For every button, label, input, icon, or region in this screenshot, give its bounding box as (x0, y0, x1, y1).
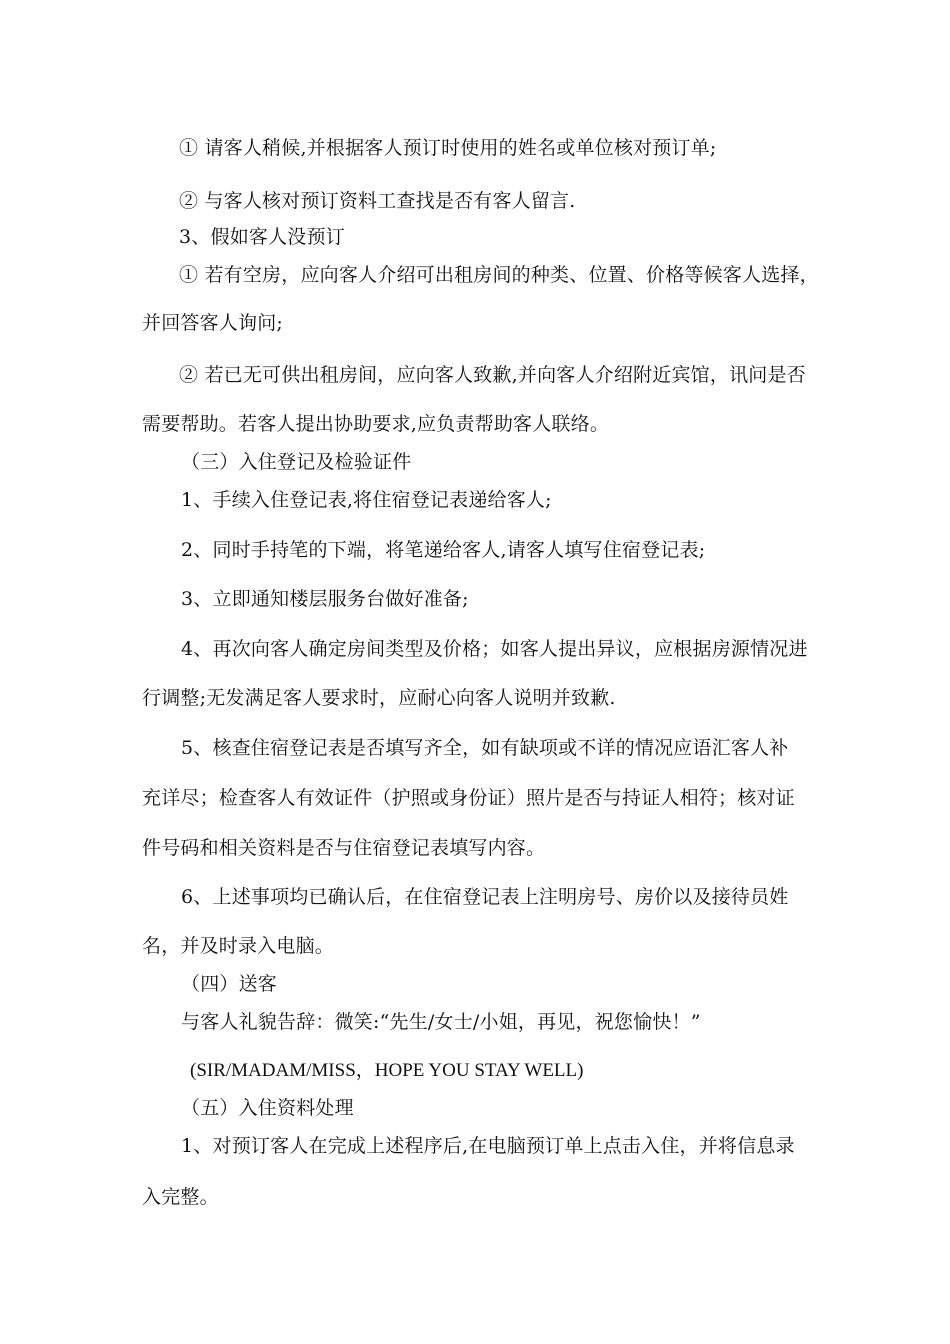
section-heading-3: （三）入住登记及检验证件 (181, 451, 412, 473)
text-line-10: 2、同时手持笔的下端，将笔递给客人,请客人填写住宿登记表; (181, 539, 706, 561)
text-line-15: 充详尽；检查客人有效证件（护照或身份证）照片是否与持证人相符；核对证 (142, 787, 795, 809)
section-heading-4: （四）送客 (181, 973, 278, 995)
text-line-2: ② 与客人核对预订资料工查找是否有客人留言. (179, 190, 576, 212)
text-line-23: 1、对预订客人在完成上述程序后,在电脑预订单上点击入住，并将信息录 (181, 1135, 795, 1157)
text-line-11: 3、立即通知楼层服务台做好准备; (181, 588, 469, 610)
text-line-17: 6、上述事项均已确认后，在住宿登记表上注明房号、房价以及接待员姓 (181, 886, 789, 908)
section-heading-5: （五）入住资料处理 (181, 1097, 354, 1119)
text-line-5: 并回答客人询问; (142, 312, 284, 334)
text-line-1: ① 请客人稍候,并根据客人预订时使用的姓名或单位核对预订单; (179, 137, 717, 159)
text-line-7: 需要帮助。若客人提出协助要求,应负责帮助客人联络。 (142, 413, 610, 435)
text-line-6: ② 若已无可供出租房间，应向客人致歉,并向客人介绍附近宾馆，讯问是否 (179, 364, 806, 386)
text-line-3: 3、假如客人没预订 (179, 226, 345, 248)
text-line-13: 行调整;无发满足客人要求时，应耐心向客人说明并致歉. (142, 687, 616, 709)
text-line-20: 与客人礼貌告辞：微笑:“先生/女士/小姐，再见，祝您愉快！” (181, 1011, 701, 1033)
text-line-21: (SIR/MADAM/MISS，HOPE YOU STAY WELL) (190, 1060, 584, 1081)
text-line-16: 件号码和相关资料是否与住宿登记表填写内容。 (142, 837, 546, 859)
text-line-12: 4、再次向客人确定房间类型及价格；如客人提出异议，应根据房源情况进 (181, 638, 808, 660)
text-line-18: 名，并及时录入电脑。 (142, 935, 335, 957)
text-line-14: 5、核查住宿登记表是否填写齐全，如有缺项或不详的情况应语汇客人补 (181, 737, 789, 759)
text-line-9: 1、手续入住登记表,将住宿登记表递给客人; (181, 489, 552, 511)
text-line-24: 入完整。 (142, 1186, 219, 1208)
text-line-4: ① 若有空房，应向客人介绍可出租房间的种类、位置、价格等候客人选择， (179, 264, 819, 286)
